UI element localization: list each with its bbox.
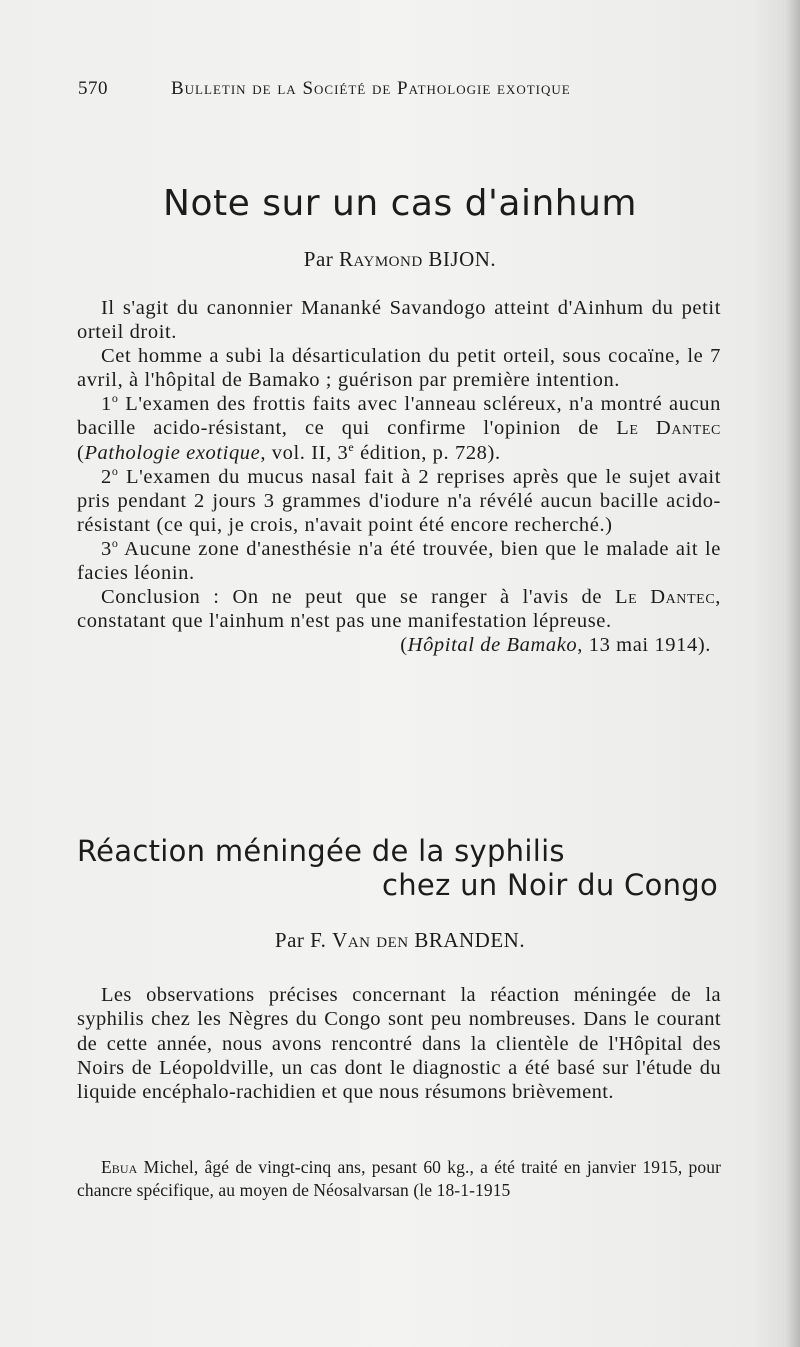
article2-body — [77, 983, 721, 1104]
case-report — [77, 1156, 721, 1201]
article2-title-line1: Réaction méningée de la syphilis — [77, 834, 565, 868]
signature-line — [77, 633, 721, 657]
article1-title: Note sur un cas d'ainhum — [163, 183, 637, 224]
text: ( — [400, 634, 408, 657]
byline-prefix: Par — [303, 247, 340, 271]
list-number: 1 — [101, 393, 112, 416]
list-number: 2 — [101, 465, 112, 488]
article2-title-line2: chez un Noir du Congo — [382, 868, 719, 902]
ordinal-mark: o — [111, 536, 119, 551]
superscript: e — [348, 439, 355, 454]
byline-prefix: Par F. — [274, 928, 333, 952]
page-number: 570 — [78, 78, 108, 99]
author-name: Raymond BIJON. — [339, 247, 497, 271]
paragraph — [77, 585, 721, 633]
text: Aucune zone d'anesthésie n'a été trouvée, bien que le malade ait le facies léonin. — [77, 537, 721, 585]
place: Hôpital de Bamako — [407, 634, 578, 657]
list-number: 3 — [101, 537, 112, 560]
author-name: BRANDEN. — [408, 928, 526, 952]
cited-work: Pathologie exotique — [84, 441, 261, 464]
paragraph — [77, 1156, 721, 1201]
text: Conclusion : On ne peut que se ranger à l'avis de — [101, 586, 616, 609]
paragraph — [77, 392, 721, 464]
patient-name: Ebua — [101, 1157, 138, 1177]
cited-author: Le Dantec — [616, 417, 721, 440]
article1-body — [77, 296, 721, 657]
paragraph: Cet homme a subi la désarticulation du petit orteil, sous cocaïne, le 7 avril, à l'hôpital de Bamako ; guérison par première intention. — [77, 345, 721, 392]
text: , constatant que l'ainhum n'est pas une manifestation lépreuse. — [77, 586, 721, 633]
text: L'examen des frottis faits avec l'anneau scléreux, n'a montré aucun bacille acido-résistant, ce qui confirme l'opinion de — [77, 393, 721, 440]
article2-byline — [0, 928, 800, 953]
running-title: Bulletin de la Société de Pathologie exotique — [171, 78, 571, 99]
text: édition, p. 728). — [354, 441, 501, 464]
author-particle: Van den — [332, 928, 409, 952]
text: L'examen du mucus nasal fait à 2 reprises après que le sujet avait pris pendant 2 jours 3 grammes d'iodure n'a révélé aucun bacille acido-résistant (ce qui, je crois, n'avait point été encore recherché.) — [77, 465, 721, 536]
article1-byline — [0, 247, 800, 272]
ordinal-mark: o — [111, 463, 119, 478]
paragraph: Il s'agit du canonnier Mananké Savandogo atteint d'Ainhum du petit orteil droit. — [77, 297, 721, 344]
date: , 13 mai 1914). — [577, 634, 711, 657]
cited-author: Le Dantec — [615, 586, 716, 609]
paragraph — [77, 465, 721, 537]
text: , vol. II, 3 — [260, 441, 349, 464]
ordinal-mark: o — [111, 391, 119, 406]
paragraph: Les observations précises concernant la réaction méningée de la syphilis chez les Nègres du Congo sont peu nombreuses. Dans le courant de cette année, nous avons rencontré dans la clientèle de l'Hôpital des Noirs de Léopoldville, un cas dont le diagnostic a été basé sur l'étude du liquide encéphalo-rachidien et que nous résumons brièvement. — [77, 984, 721, 1104]
text: ( — [77, 441, 85, 464]
paragraph — [77, 537, 721, 585]
text: Michel, âgé de vingt-cinq ans, pesant 60 kg., a été traité en janvier 1915, pour chancre spécifique, au moyen de Néosalvarsan (le 18-1-1915 — [77, 1157, 721, 1200]
